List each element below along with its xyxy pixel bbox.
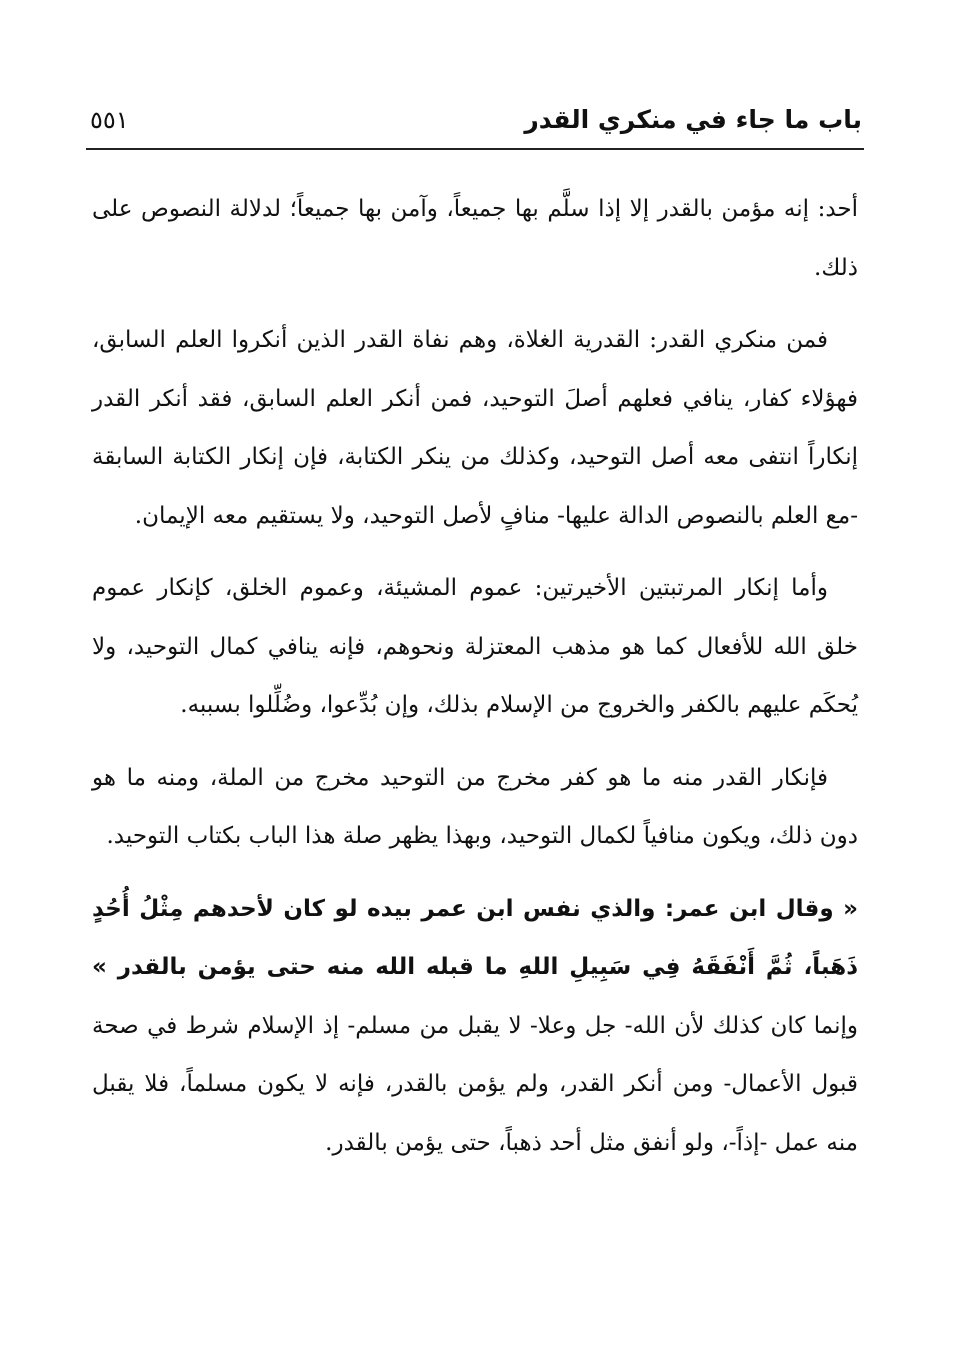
paragraph-3 [92, 559, 858, 735]
paragraph-text: وأما إنكار المرتبتين الأخيرتين: عموم المشيئة، وعموم الخلق، كإنكار عموم خلق الله للأفعال كما هو مذهب المعتزلة ونحوهم، فإنه ينافي كمال التوحيد، ولا يُحكَم عليهم بالكفر والخروج من الإسلام بذلك، وإن بُدِّعوا، وضُلِّلوا بسببه. [92, 575, 858, 718]
paragraph-2 [92, 311, 858, 545]
page-header [90, 98, 862, 142]
paragraph-text: وإنما كان كذلك لأن الله- جل وعلا- لا يقبل من مسلم- إذ الإسلام شرط في صحة قبول الأعمال- ومن أنكر القدر، ولم يؤمن بالقدر، فإنه لا يكون مسلماً، فلا يقبل منه عمل -إذاً-، ولو أنفق مثل أحد ذهباً، حتى يؤمن بالقدر. [92, 1012, 858, 1156]
header-divider [86, 148, 864, 150]
chapter-title: باب ما جاء في منكري القدر [524, 105, 862, 134]
paragraph-text: فمن منكري القدر: القدرية الغلاة، وهم نفاة القدر الذين أنكروا العلم السابق، فهؤلاء كفار، ينافي فعلهم أصلَ التوحيد، فمن أنكر العلم السابق، فقد أنكر القدر إنكاراً انتفى معه أصل التوحيد، وكذلك من ينكر الكتابة، فإن إنكار الكتابة السابقة -مع العلم بالنصوص الدالة عليها- منافٍ لأصل التوحيد، ولا يستقيم معه الإيمان. [92, 327, 858, 529]
paragraph-text: فإنكار القدر منه ما هو كفر مخرج من التوحيد مخرج من الملة، ومنه ما هو دون ذلك، ويكون منافياً لكمال التوحيد، وبهذا يظهر صلة هذا الباب بكتاب التوحيد. [92, 764, 858, 849]
paragraph-4 [92, 749, 858, 866]
page-body [92, 180, 858, 1186]
paragraph-5 [92, 880, 858, 1173]
paragraph-1 [92, 180, 858, 297]
hadith-quote: « وقال ابن عمر: والذي نفس ابن عمر بيده لو كان لأحدهم مِثْلُ أُحُدٍ ذَهَباً، ثُمَّ أَنْفَقَهُ فِي سَبِيلِ اللهِ ما قبله الله منه حتى يؤمن بالقدر » [92, 895, 858, 980]
paragraph-text: أحد: إنه مؤمن بالقدر إلا إذا سلَّم بها جميعاً، وآمن بها جميعاً؛ لدلالة النصوص على ذلك. [92, 196, 858, 281]
page-number: ٥٥١ [90, 106, 129, 134]
